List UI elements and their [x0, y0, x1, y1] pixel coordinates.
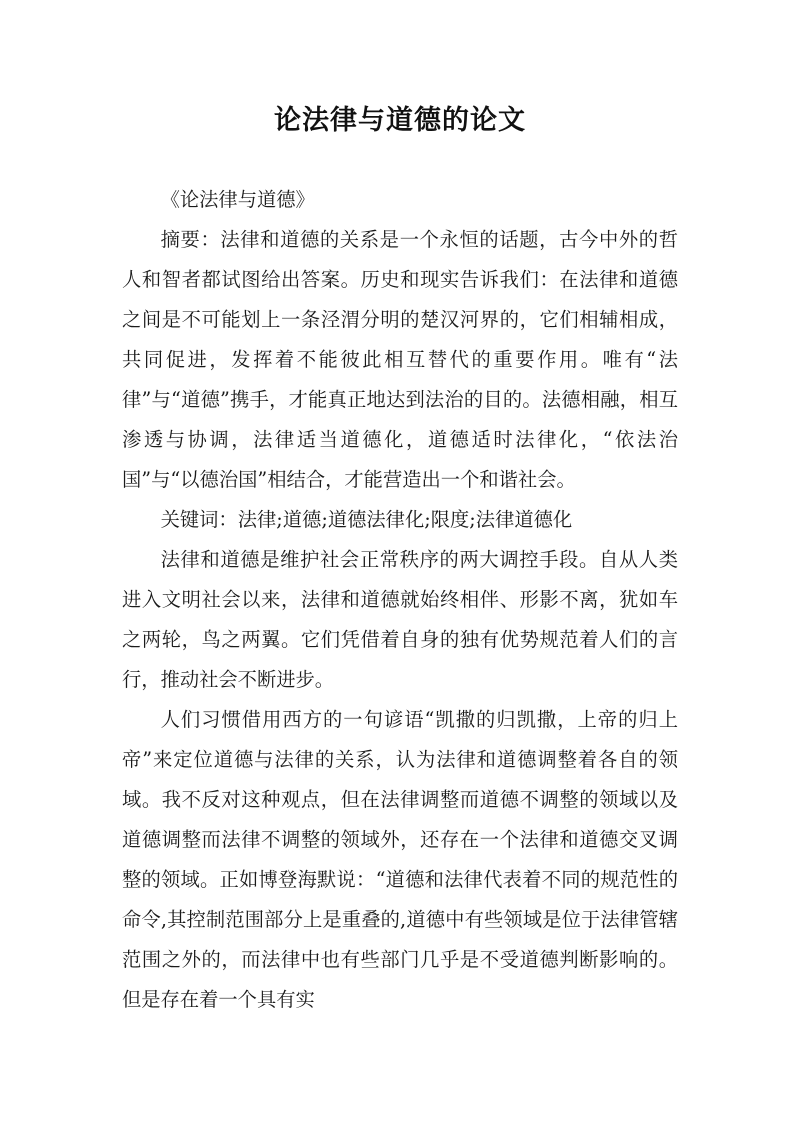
body-paragraph: 人们习惯借用西方的一句谚语“凯撒的归凯撒，上帝的归上帝”来定位道德与法律的关系，认为法律和道德调整着各自的领域。我不反对这种观点，但在法律调整而道德不调整的领域以及道德调整而法律不调整的领域外，还存在一个法律和道德交叉调整的领域。正如博登海默说：“道德和法律代表着不同的规范性的命令,其控制范围部分上是重叠的,道德中有些领域是位于法律管辖范围之外的，而法律中也有些部门几乎是不受道德判断影响的。但是存在着一个具有实: [122, 708, 678, 1011]
keywords-paragraph: 关键词：法律;道德;道德法律化;限度;法律道德化: [160, 508, 573, 531]
document-body: [122, 180, 678, 1020]
body-paragraph: 法律和道德是维护社会正常秩序的两大调控手段。自从人类进入文明社会以来，法律和道德就始终相伴、形影不离，犹如车之两轮，鸟之两翼。它们凭借着自身的独有优势规范着人们的言行，推动社会不断进步。: [122, 548, 678, 691]
abstract-paragraph: 摘要：法律和道德的关系是一个永恒的话题，古今中外的哲人和智者都试图给出答案。历史和现实告诉我们：在法律和道德之间是不可能划上一条泾渭分明的楚汉河界的，它们相辅相成，共同促进，发挥着不能彼此相互替代的重要作用。唯有“法律”与“道德”携手，才能真正地达到法治的目的。法德相融，相互渗透与协调，法律适当道德化，道德适时法律化，“依法治国”与“以德治国”相结合，才能营造出一个和谐社会。: [122, 228, 678, 491]
document-title: 论法律与道德的论文: [274, 105, 526, 136]
book-title-paragraph: 《论法律与道德》: [160, 188, 315, 211]
